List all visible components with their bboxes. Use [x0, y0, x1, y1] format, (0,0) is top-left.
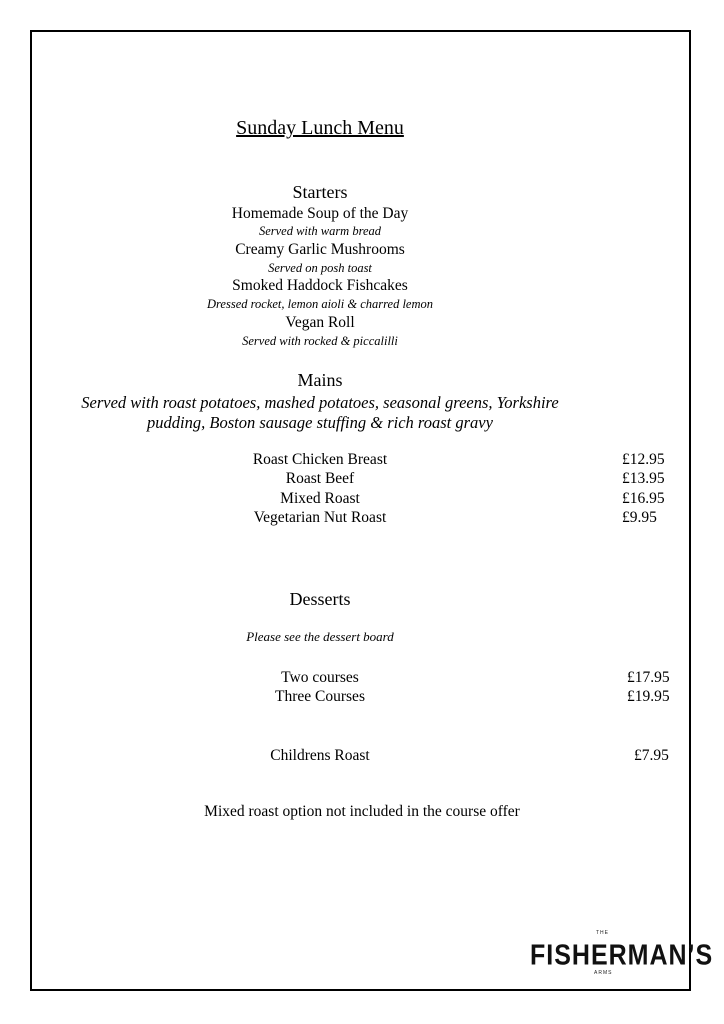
main-item-name: Vegetarian Nut Roast — [253, 509, 387, 526]
childrens-roast-price: £7.95 — [634, 747, 669, 764]
logo-wordmark: FISHERMAN’S — [530, 939, 714, 972]
starter-item-name: Vegan Roll — [285, 314, 355, 331]
course-option-price: £17.95 — [627, 669, 670, 686]
main-item-price: £16.95 — [622, 490, 665, 507]
desserts-note: Please see the dessert board — [246, 629, 394, 644]
main-item-name: Mixed Roast — [280, 490, 360, 507]
starter-item-name: Homemade Soup of the Day — [231, 205, 409, 222]
mains-description — [0, 393, 640, 433]
logo-bottom-text: ARMS — [594, 970, 613, 976]
mains-description-line: pudding, Boston sausage stuffing & rich roast gravy — [147, 413, 493, 432]
starters-heading: Starters — [292, 182, 348, 202]
starter-item-desc: Served on posh toast — [268, 261, 372, 275]
childrens-roast-name: Childrens Roast — [270, 747, 370, 764]
menu-title: Sunday Lunch Menu — [236, 117, 404, 139]
fishermans-arms-logo — [530, 930, 714, 982]
logo-top-text: THE — [596, 930, 609, 936]
course-option-name: Three Courses — [275, 688, 365, 705]
starter-item-desc: Dressed rocket, lemon aioli & charred lemon — [207, 297, 433, 311]
course-option-name: Two courses — [281, 669, 359, 686]
main-item-price: £9.95 — [622, 509, 657, 526]
course-option-price: £19.95 — [627, 688, 670, 705]
main-item-price: £12.95 — [622, 451, 665, 468]
main-item-name: Roast Beef — [285, 470, 355, 487]
starter-item-name: Creamy Garlic Mushrooms — [235, 241, 405, 258]
starter-item-name: Smoked Haddock Fishcakes — [232, 277, 408, 294]
desserts-heading: Desserts — [289, 589, 351, 609]
main-item-price: £13.95 — [622, 470, 665, 487]
starter-item-desc: Served with rocked & piccalilli — [242, 334, 398, 348]
main-item-name: Roast Chicken Breast — [252, 451, 388, 468]
course-offer-footnote: Mixed roast option not included in the course offer — [204, 803, 520, 820]
mains-heading: Mains — [297, 370, 343, 390]
mains-description-line: Served with roast potatoes, mashed potatoes, seasonal greens, Yorkshire — [81, 393, 559, 412]
starter-item-desc: Served with warm bread — [258, 224, 382, 238]
